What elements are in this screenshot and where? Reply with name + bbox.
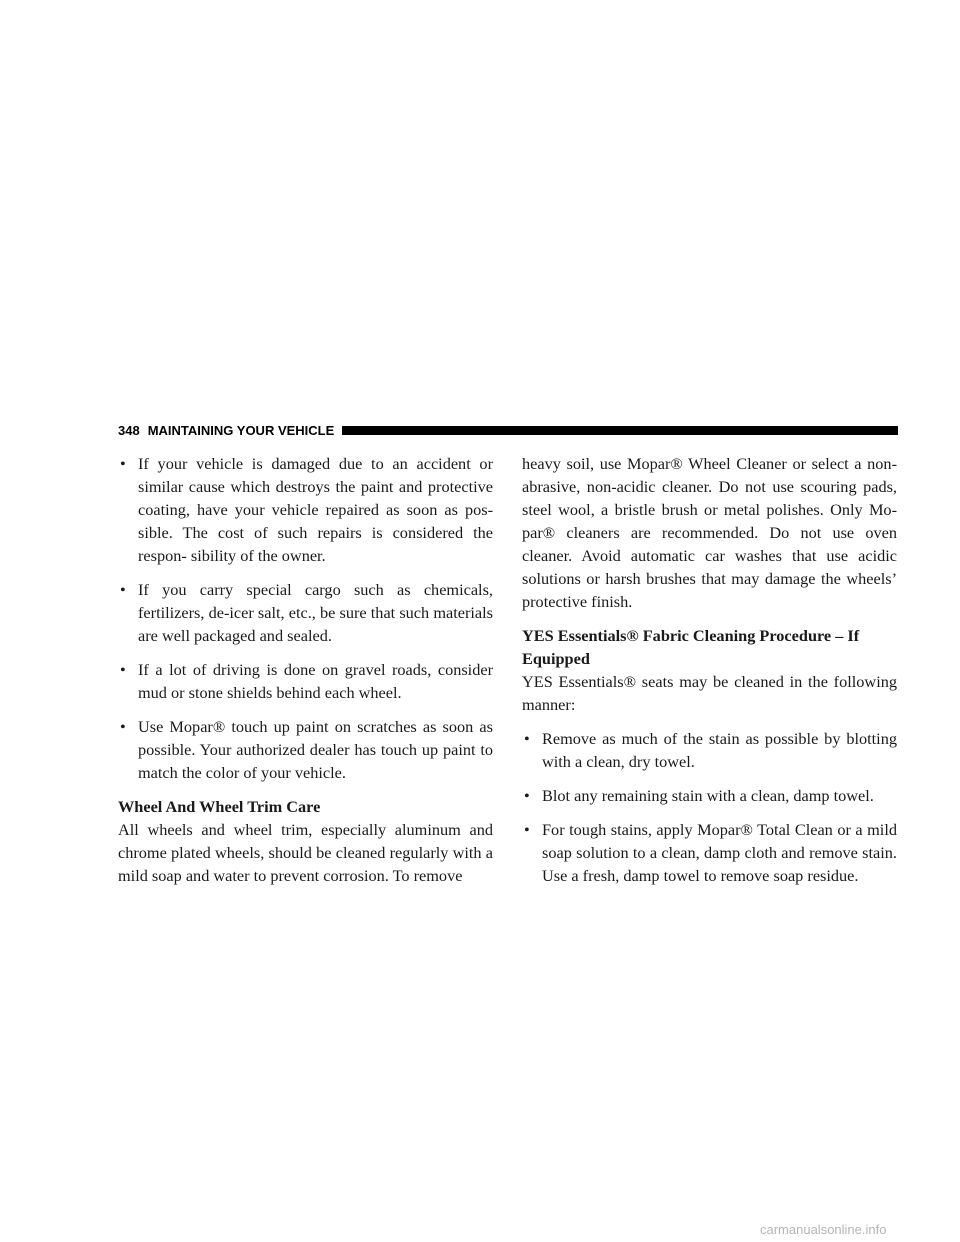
- bullet-text: If you carry special cargo such as chemicals, fertilizers, de-icer salt, etc., be sure that such materials are well packaged and sealed.: [138, 580, 493, 645]
- bullet-item: [522, 727, 897, 773]
- bullet-text: If a lot of driving is done on gravel roads, consider mud or stone shields behind each wheel.: [138, 660, 493, 702]
- bullet-item: [522, 818, 897, 887]
- bullet-text: Use Mopar® touch up paint on scratches as soon as possible. Your authorized dealer has touch up paint to match the color of your vehicle.: [138, 717, 493, 782]
- watermark-link[interactable]: carmanualsonline.info: [760, 1222, 887, 1237]
- bullet-item: [118, 715, 493, 784]
- bullet-dot: •: [524, 729, 530, 748]
- intro-paragraph: YES Essentials® seats may be cleaned in the following manner:: [522, 672, 897, 714]
- bullet-dot: •: [120, 454, 126, 473]
- bullet-item: [118, 452, 493, 567]
- bullet-text: Remove as much of the stain as possible by blotting with a clean, dry towel.: [542, 729, 897, 771]
- header-rule: [342, 426, 898, 435]
- bullet-item: [118, 658, 493, 704]
- page-header: [118, 420, 898, 440]
- section-title: MAINTAINING YOUR VEHICLE: [147, 422, 335, 438]
- bullet-dot: •: [120, 660, 126, 679]
- bullet-text: Blot any remaining stain with a clean, damp towel.: [542, 786, 874, 805]
- left-column: [118, 452, 493, 887]
- bullet-dot: •: [120, 580, 126, 599]
- section-heading: Wheel And Wheel Trim Care: [118, 797, 321, 816]
- page-number: 348: [118, 422, 140, 438]
- bullet-dot: •: [120, 717, 126, 736]
- body-paragraph: All wheels and wheel trim, especially aluminum and chrome plated wheels, should be cleaned regularly with a mild soap and water to prevent corrosion. To remove: [118, 820, 493, 885]
- right-column: [522, 452, 897, 898]
- bullet-item: [522, 784, 897, 807]
- body-paragraph: heavy soil, use Mopar® Wheel Cleaner or select a non- abrasive, non-acidic cleaner. Do not use scouring pads, steel wool, a bristle brush or metal polishes. Only Mo- par® cleaners are recommended. Do not use oven cleaner. Avoid automatic car washes that use acidic solutions or harsh brushes that may damage the wheels’ protective finish.: [522, 454, 897, 611]
- bullet-text: For tough stains, apply Mopar® Total Clean or a mild soap solution to a clean, damp cloth and remove stain. Use a fresh, damp towel to remove soap residue.: [542, 820, 897, 885]
- bullet-item: [118, 578, 493, 647]
- section-heading: YES Essentials® Fabric Cleaning Procedure – If Equipped: [522, 626, 860, 668]
- bullet-dot: •: [524, 786, 530, 805]
- bullet-dot: •: [524, 820, 530, 839]
- bullet-text: If your vehicle is damaged due to an accident or similar cause which destroys the paint and protective coating, have your vehicle repaired as soon as pos- sible. The cost of such repairs is considered the respon- sibility of the owner.: [138, 454, 493, 565]
